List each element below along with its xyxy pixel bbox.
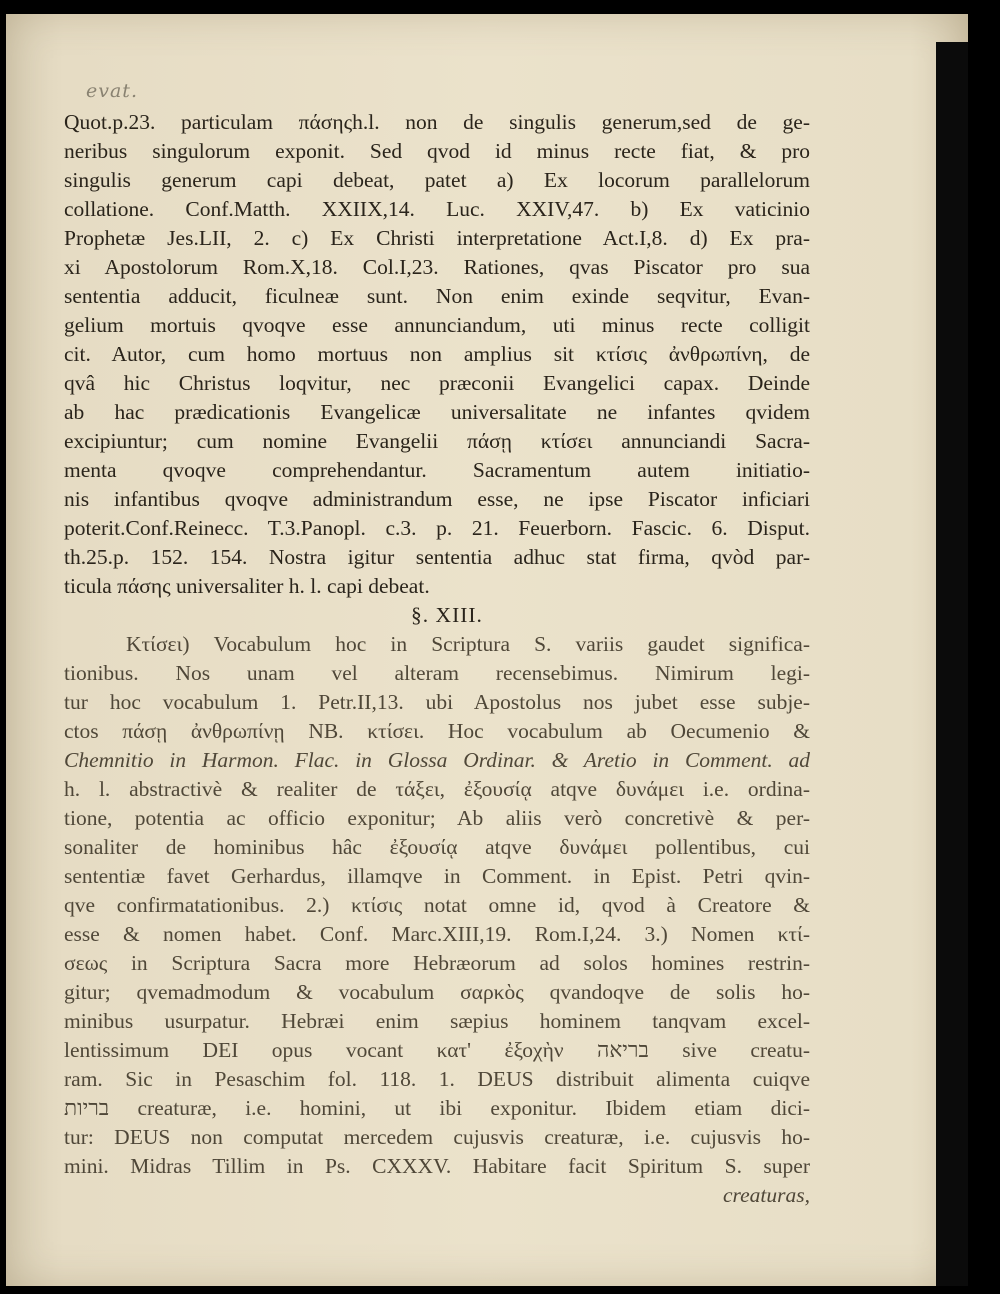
text-line: ctos πάσῃ ἀνθρωπίνῃ NB. κτίσει. Hoc vocabulum ab Oecumenio &: [64, 719, 810, 743]
section-heading: §. XIII.: [411, 603, 483, 627]
text-line: ab hac prædicationis Evangelicæ universalitate ne infantes qvidem: [64, 400, 810, 424]
text-line: minibus usurpatur. Hebræi enim sæpius hominem tanqvam excel-: [64, 1009, 810, 1033]
page-gutter-shadow: [936, 42, 968, 1286]
text-line: excipiuntur; cum nomine Evangelii πάσῃ κτίσει annunciandi Sacra-: [64, 429, 810, 453]
text-line: בריות creaturæ, i.e. homini, ut ibi exponitur. Ibidem etiam dici-: [64, 1096, 810, 1120]
text-line: Quot.p.23. particulam πάσηςh.l. non de singulis generum,sed de ge-: [64, 110, 810, 134]
text-line: gitur; qvemadmodum & vocabulum σαρκὸς qvandoqve de solis ho-: [64, 980, 810, 1004]
text-line: xi Apostolorum Rom.X,18. Col.I,23. Rationes, qvas Piscator pro sua: [64, 255, 810, 279]
text-line: sententiæ favet Gerhardus, illamqve in Comment. in Epist. Petri qvin-: [64, 864, 810, 888]
handwritten-margin-note: evat.: [86, 80, 138, 102]
text-line: singulis generum capi debeat, patet a) Ex locorum parallelorum: [64, 168, 810, 192]
text-line: th.25.p. 152. 154. Nostra igitur sententia adhuc stat firma, qvòd par-: [64, 545, 810, 569]
text-line: qvâ hic Christus loqvitur, nec præconii Evangelici capax. Deinde: [64, 371, 810, 395]
book-page: [6, 14, 968, 1286]
text-line: sonaliter de hominibus hâc ἐξουσίᾳ atqve δυνάμει pollentibus, cui: [64, 835, 810, 859]
text-line: nis infantibus qvoqve administrandum esse, ne ipse Piscator inficiari: [64, 487, 810, 511]
text-line: tione, potentia ac officio exponitur; Ab aliis verò concretivè & per-: [64, 806, 810, 830]
text-line: Prophetæ Jes.LII, 2. c) Ex Christi interpretatione Act.I,8. d) Ex pra-: [64, 226, 810, 250]
text-line: neribus singulorum exponit. Sed qvod id minus recte fiat, & pro: [64, 139, 810, 163]
text-line: σεως in Scriptura Sacra more Hebræorum ad solos homines restrin-: [64, 951, 810, 975]
text-line: mini. Midras Tillim in Ps. CXXXV. Habitare facit Spiritum S. super: [64, 1154, 810, 1178]
text-line: esse & nomen habet. Conf. Marc.XIII,19. Rom.I,24. 3.) Nomen κτί-: [64, 922, 810, 946]
text-line: cit. Autor, cum homo mortuus non amplius sit κτίσις ἀνθρωπίνη, de: [64, 342, 810, 366]
text-line: collatione. Conf.Matth. XXIIX,14. Luc. XXIV,47. b) Ex vaticinio: [64, 197, 810, 221]
text-line: sententia adducit, ficulneæ sunt. Non enim exinde seqvitur, Evan-: [64, 284, 810, 308]
text-line: poterit.Conf.Reinecc. T.3.Panopl. c.3. p. 21. Feuerborn. Fascic. 6. Disput.: [64, 516, 810, 540]
text-line: ticula πάσης universaliter h. l. capi debeat.: [64, 574, 430, 598]
text-line: ram. Sic in Pesaschim fol. 118. 1. DEUS distribuit alimenta cuiqve: [64, 1067, 810, 1091]
text-line: Κτίσει) Vocabulum hoc in Scriptura S. variis gaudet significa-: [126, 632, 810, 656]
text-line: qve confirmatationibus. 2.) κτίσις notat omne id, qvod à Creatore &: [64, 893, 810, 917]
text-line: tionibus. Nos unam vel alteram recensebimus. Nimirum legi-: [64, 661, 810, 685]
text-line: Chemnitio in Harmon. Flac. in Glossa Ordinar. & Aretio in Comment. ad: [64, 748, 810, 772]
text-line: menta qvoqve comprehendantur. Sacramentum autem initiatio-: [64, 458, 810, 482]
text-line: lentissimum DEI opus vocant κατ' ἐξοχὴν בריאה sive creatu-: [64, 1038, 810, 1062]
text-line: tur hoc vocabulum 1. Petr.II,13. ubi Apostolus nos jubet esse subje-: [64, 690, 810, 714]
text-line: tur: DEUS non computat mercedem cujusvis creaturæ, i.e. cujusvis ho-: [64, 1125, 810, 1149]
text-line: gelium mortuis qvoqve esse annunciandum, uti minus recte colligit: [64, 313, 810, 337]
catchword: creaturas,: [723, 1183, 810, 1207]
text-line: h. l. abstractivè & realiter de τάξει, ἐξουσίᾳ atqve δυνάμει i.e. ordina-: [64, 777, 810, 801]
page-text-block: [64, 108, 810, 1210]
